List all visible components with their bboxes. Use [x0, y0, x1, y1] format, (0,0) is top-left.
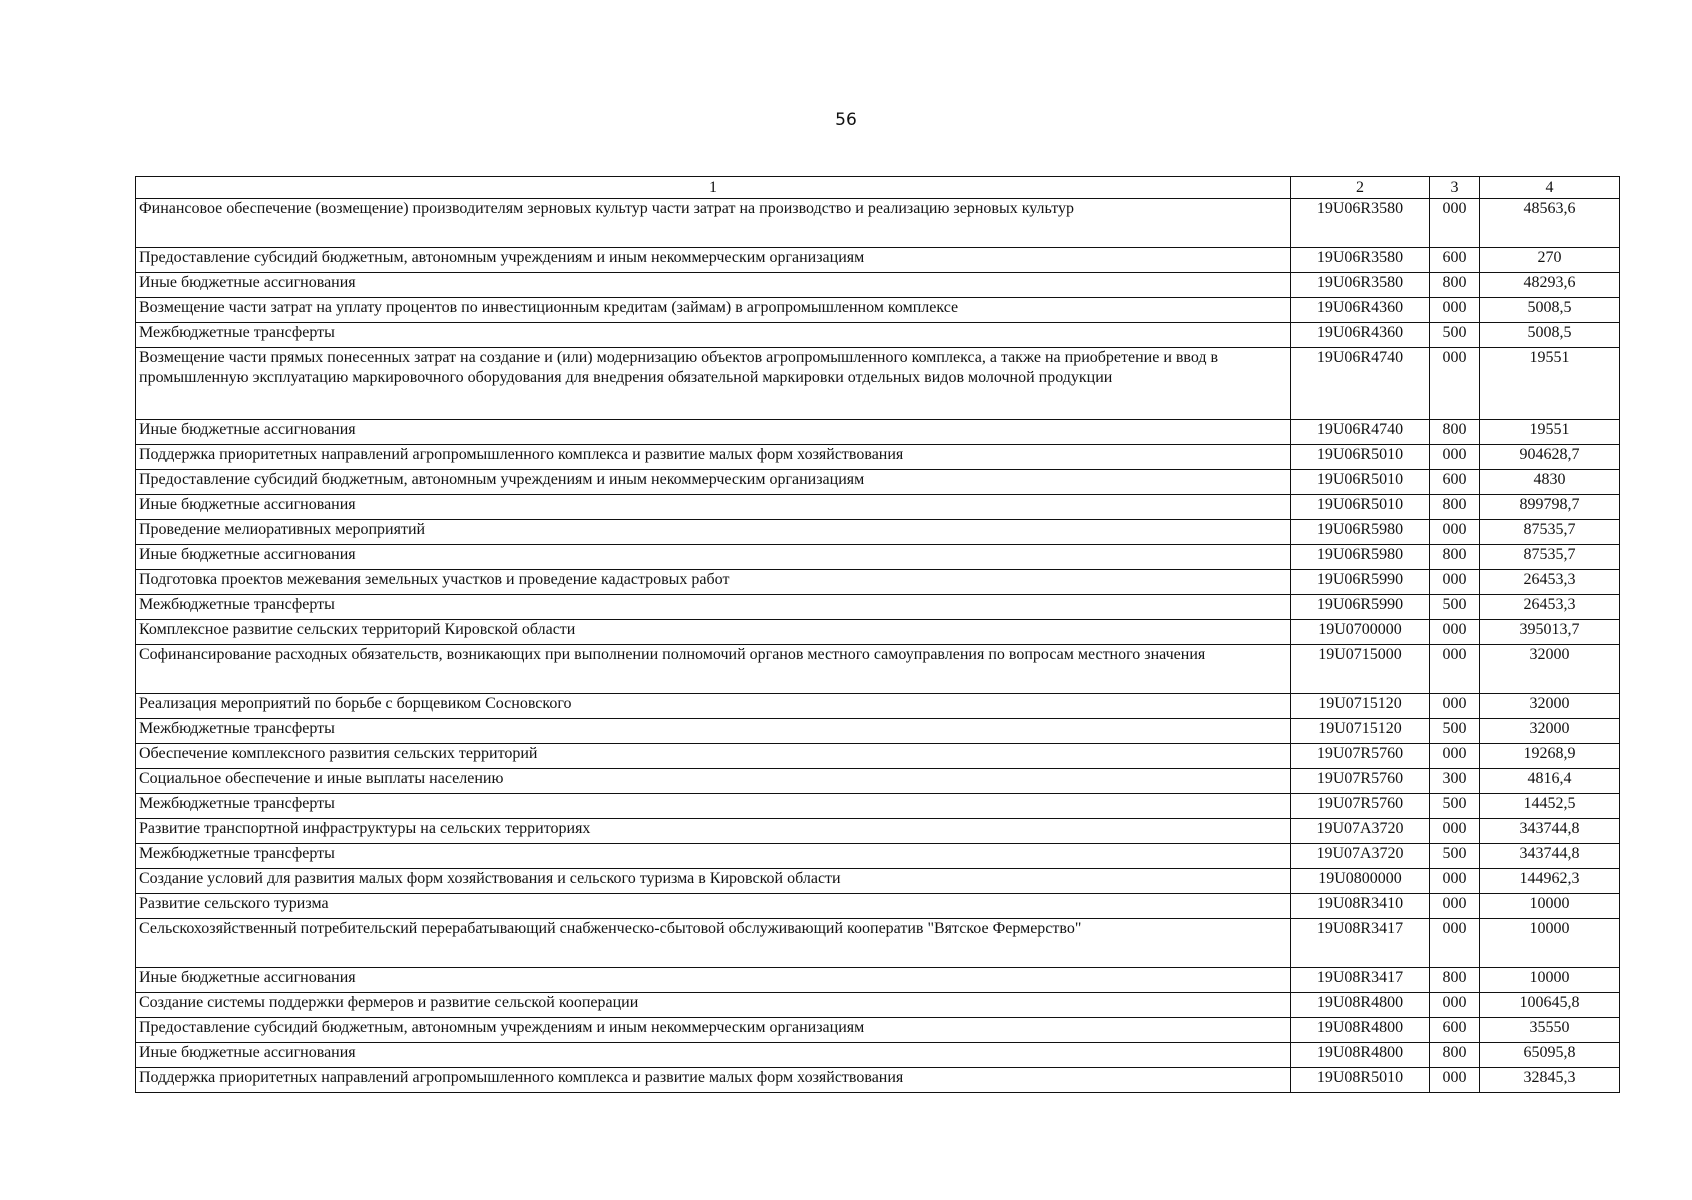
row-sum-cell: 48563,6	[1480, 199, 1620, 248]
table-row	[136, 348, 1620, 420]
row-sum-cell: 270	[1480, 248, 1620, 273]
row-name-cell: Проведение мелиоративных мероприятий	[136, 520, 1291, 545]
row-sum-cell: 32000	[1480, 719, 1620, 744]
row-sum-cell: 32000	[1480, 694, 1620, 719]
row-vr-cell: 000	[1430, 520, 1480, 545]
row-sum-cell: 19268,9	[1480, 744, 1620, 769]
table-row	[136, 744, 1620, 769]
row-name-cell: Межбюджетные трансферты	[136, 844, 1291, 869]
row-vr-cell: 800	[1430, 273, 1480, 298]
row-sum-cell: 26453,3	[1480, 595, 1620, 620]
row-sum-cell: 4830	[1480, 470, 1620, 495]
row-code-cell: 19U06R5010	[1291, 495, 1430, 520]
row-name-cell: Поддержка приоритетных направлений агропромышленного комплекса и развитие малых форм хозяйствования	[136, 1068, 1291, 1093]
row-vr-cell: 000	[1430, 199, 1480, 248]
table-row	[136, 273, 1620, 298]
row-sum-cell: 343744,8	[1480, 844, 1620, 869]
table-row	[136, 595, 1620, 620]
row-name-cell: Финансовое обеспечение (возмещение) производителям зерновых культур части затрат на производство и реализацию зерновых культур	[136, 199, 1291, 248]
row-sum-cell: 904628,7	[1480, 445, 1620, 470]
row-vr-cell: 000	[1430, 1068, 1480, 1093]
row-vr-cell: 000	[1430, 869, 1480, 894]
row-sum-cell: 32000	[1480, 645, 1620, 694]
row-sum-cell: 48293,6	[1480, 273, 1620, 298]
row-name-cell: Предоставление субсидий бюджетным, автономным учреждениям и иным некоммерческим организациям	[136, 248, 1291, 273]
row-name-cell: Сельскохозяйственный потребительский перерабатывающий снабженческо-сбытовой обслуживающий кооператив "Вятское Фермерство"	[136, 919, 1291, 968]
row-name-cell: Предоставление субсидий бюджетным, автономным учреждениям и иным некоммерческим организациям	[136, 1018, 1291, 1043]
row-code-cell: 19U06R4360	[1291, 323, 1430, 348]
table-row	[136, 719, 1620, 744]
row-name-cell: Межбюджетные трансферты	[136, 719, 1291, 744]
row-code-cell: 19U07R5760	[1291, 794, 1430, 819]
row-code-cell: 19U08R3417	[1291, 968, 1430, 993]
table-row	[136, 819, 1620, 844]
table-row	[136, 420, 1620, 445]
header-col-vr: 3	[1430, 177, 1480, 199]
row-code-cell: 19U08R3410	[1291, 894, 1430, 919]
row-code-cell: 19U07A3720	[1291, 844, 1430, 869]
table-row	[136, 470, 1620, 495]
row-vr-cell: 000	[1430, 819, 1480, 844]
table-row	[136, 894, 1620, 919]
row-vr-cell: 000	[1430, 620, 1480, 645]
row-vr-cell: 800	[1430, 1043, 1480, 1068]
row-code-cell: 19U06R4740	[1291, 420, 1430, 445]
table-row	[136, 570, 1620, 595]
table-row	[136, 694, 1620, 719]
row-vr-cell: 000	[1430, 919, 1480, 968]
row-sum-cell: 100645,8	[1480, 993, 1620, 1018]
row-name-cell: Развитие транспортной инфраструктуры на сельских территориях	[136, 819, 1291, 844]
row-code-cell: 19U06R5980	[1291, 545, 1430, 570]
row-name-cell: Создание системы поддержки фермеров и развитие сельской кооперации	[136, 993, 1291, 1018]
row-name-cell: Возмещение части прямых понесенных затрат на создание и (или) модернизацию объектов агропромышленного комплекса, а также на приобретение и ввод в промышленную эксплуатацию маркировочного оборудования для внедрения обязательной маркировки отдельных видов молочной продукции	[136, 348, 1291, 420]
row-name-cell: Иные бюджетные ассигнования	[136, 495, 1291, 520]
table-row	[136, 248, 1620, 273]
table-row	[136, 769, 1620, 794]
row-vr-cell: 500	[1430, 794, 1480, 819]
row-sum-cell: 19551	[1480, 420, 1620, 445]
row-vr-cell: 000	[1430, 894, 1480, 919]
row-name-cell: Поддержка приоритетных направлений агропромышленного комплекса и развитие малых форм хозяйствования	[136, 445, 1291, 470]
row-code-cell: 19U06R5990	[1291, 570, 1430, 595]
table-row	[136, 1018, 1620, 1043]
row-sum-cell: 87535,7	[1480, 520, 1620, 545]
table-row	[136, 968, 1620, 993]
row-name-cell: Межбюджетные трансферты	[136, 323, 1291, 348]
row-code-cell: 19U0715120	[1291, 719, 1430, 744]
row-code-cell: 19U0700000	[1291, 620, 1430, 645]
row-code-cell: 19U06R4360	[1291, 298, 1430, 323]
page-number: 56	[835, 110, 857, 130]
row-code-cell: 19U0715000	[1291, 645, 1430, 694]
row-code-cell: 19U07R5760	[1291, 769, 1430, 794]
table-row	[136, 993, 1620, 1018]
row-sum-cell: 35550	[1480, 1018, 1620, 1043]
row-code-cell: 19U08R4800	[1291, 1043, 1430, 1068]
row-vr-cell: 000	[1430, 694, 1480, 719]
row-vr-cell: 800	[1430, 495, 1480, 520]
row-code-cell: 19U06R3580	[1291, 273, 1430, 298]
row-sum-cell: 10000	[1480, 919, 1620, 968]
header-col-name: 1	[136, 177, 1291, 199]
row-name-cell: Иные бюджетные ассигнования	[136, 1043, 1291, 1068]
row-code-cell: 19U07A3720	[1291, 819, 1430, 844]
row-vr-cell: 500	[1430, 595, 1480, 620]
row-vr-cell: 000	[1430, 348, 1480, 420]
row-name-cell: Межбюджетные трансферты	[136, 794, 1291, 819]
row-name-cell: Иные бюджетные ассигнования	[136, 420, 1291, 445]
table-row	[136, 298, 1620, 323]
row-code-cell: 19U08R3417	[1291, 919, 1430, 968]
row-vr-cell: 300	[1430, 769, 1480, 794]
table-header-row	[136, 177, 1620, 199]
row-vr-cell: 600	[1430, 1018, 1480, 1043]
row-vr-cell: 800	[1430, 420, 1480, 445]
row-name-cell: Комплексное развитие сельских территорий Кировской области	[136, 620, 1291, 645]
row-code-cell: 19U0715120	[1291, 694, 1430, 719]
row-name-cell: Подготовка проектов межевания земельных участков и проведение кадастровых работ	[136, 570, 1291, 595]
row-vr-cell: 800	[1430, 545, 1480, 570]
row-sum-cell: 32845,3	[1480, 1068, 1620, 1093]
row-code-cell: 19U06R3580	[1291, 199, 1430, 248]
row-code-cell: 19U08R5010	[1291, 1068, 1430, 1093]
row-code-cell: 19U06R4740	[1291, 348, 1430, 420]
row-vr-cell: 500	[1430, 844, 1480, 869]
row-code-cell: 19U06R5990	[1291, 595, 1430, 620]
row-vr-cell: 600	[1430, 248, 1480, 273]
row-vr-cell: 600	[1430, 470, 1480, 495]
row-name-cell: Иные бюджетные ассигнования	[136, 968, 1291, 993]
table-row	[136, 1068, 1620, 1093]
row-sum-cell: 899798,7	[1480, 495, 1620, 520]
table-row	[136, 794, 1620, 819]
row-sum-cell: 19551	[1480, 348, 1620, 420]
table-row	[136, 445, 1620, 470]
table-row	[136, 919, 1620, 968]
header-col-code: 2	[1291, 177, 1430, 199]
row-code-cell: 19U06R5980	[1291, 520, 1430, 545]
row-code-cell: 19U06R5010	[1291, 470, 1430, 495]
row-vr-cell: 500	[1430, 323, 1480, 348]
row-vr-cell: 800	[1430, 968, 1480, 993]
row-sum-cell: 65095,8	[1480, 1043, 1620, 1068]
row-sum-cell: 10000	[1480, 968, 1620, 993]
table-row	[136, 620, 1620, 645]
row-name-cell: Реализация мероприятий по борьбе с борщевиком Сосновского	[136, 694, 1291, 719]
row-name-cell: Софинансирование расходных обязательств, возникающих при выполнении полномочий органов местного самоуправления по вопросам местного значения	[136, 645, 1291, 694]
row-sum-cell: 144962,3	[1480, 869, 1620, 894]
row-vr-cell: 000	[1430, 993, 1480, 1018]
table-row	[136, 323, 1620, 348]
row-name-cell: Иные бюджетные ассигнования	[136, 273, 1291, 298]
row-name-cell: Возмещение части затрат на уплату процентов по инвестиционным кредитам (займам) в агропромышленном комплексе	[136, 298, 1291, 323]
row-code-cell: 19U07R5760	[1291, 744, 1430, 769]
row-name-cell: Обеспечение комплексного развития сельских территорий	[136, 744, 1291, 769]
row-sum-cell: 26453,3	[1480, 570, 1620, 595]
row-name-cell: Развитие сельского туризма	[136, 894, 1291, 919]
row-sum-cell: 5008,5	[1480, 323, 1620, 348]
budget-table	[135, 176, 1620, 1093]
row-code-cell: 19U08R4800	[1291, 993, 1430, 1018]
table-row	[136, 869, 1620, 894]
row-vr-cell: 000	[1430, 744, 1480, 769]
table-row	[136, 495, 1620, 520]
table-row	[136, 645, 1620, 694]
row-code-cell: 19U08R4800	[1291, 1018, 1430, 1043]
table-row	[136, 545, 1620, 570]
row-name-cell: Социальное обеспечение и иные выплаты населению	[136, 769, 1291, 794]
header-col-sum: 4	[1480, 177, 1620, 199]
row-sum-cell: 10000	[1480, 894, 1620, 919]
row-sum-cell: 343744,8	[1480, 819, 1620, 844]
row-vr-cell: 000	[1430, 570, 1480, 595]
row-name-cell: Создание условий для развития малых форм хозяйствования и сельского туризма в Кировской области	[136, 869, 1291, 894]
table-row	[136, 844, 1620, 869]
row-sum-cell: 4816,4	[1480, 769, 1620, 794]
table-row	[136, 520, 1620, 545]
row-vr-cell: 000	[1430, 645, 1480, 694]
table-row	[136, 199, 1620, 248]
row-code-cell: 19U06R5010	[1291, 445, 1430, 470]
row-name-cell: Межбюджетные трансферты	[136, 595, 1291, 620]
row-vr-cell: 500	[1430, 719, 1480, 744]
row-name-cell: Предоставление субсидий бюджетным, автономным учреждениям и иным некоммерческим организациям	[136, 470, 1291, 495]
row-vr-cell: 000	[1430, 298, 1480, 323]
row-code-cell: 19U0800000	[1291, 869, 1430, 894]
table-row	[136, 1043, 1620, 1068]
row-sum-cell: 87535,7	[1480, 545, 1620, 570]
row-vr-cell: 000	[1430, 445, 1480, 470]
row-name-cell: Иные бюджетные ассигнования	[136, 545, 1291, 570]
row-sum-cell: 14452,5	[1480, 794, 1620, 819]
row-sum-cell: 395013,7	[1480, 620, 1620, 645]
row-sum-cell: 5008,5	[1480, 298, 1620, 323]
row-code-cell: 19U06R3580	[1291, 248, 1430, 273]
